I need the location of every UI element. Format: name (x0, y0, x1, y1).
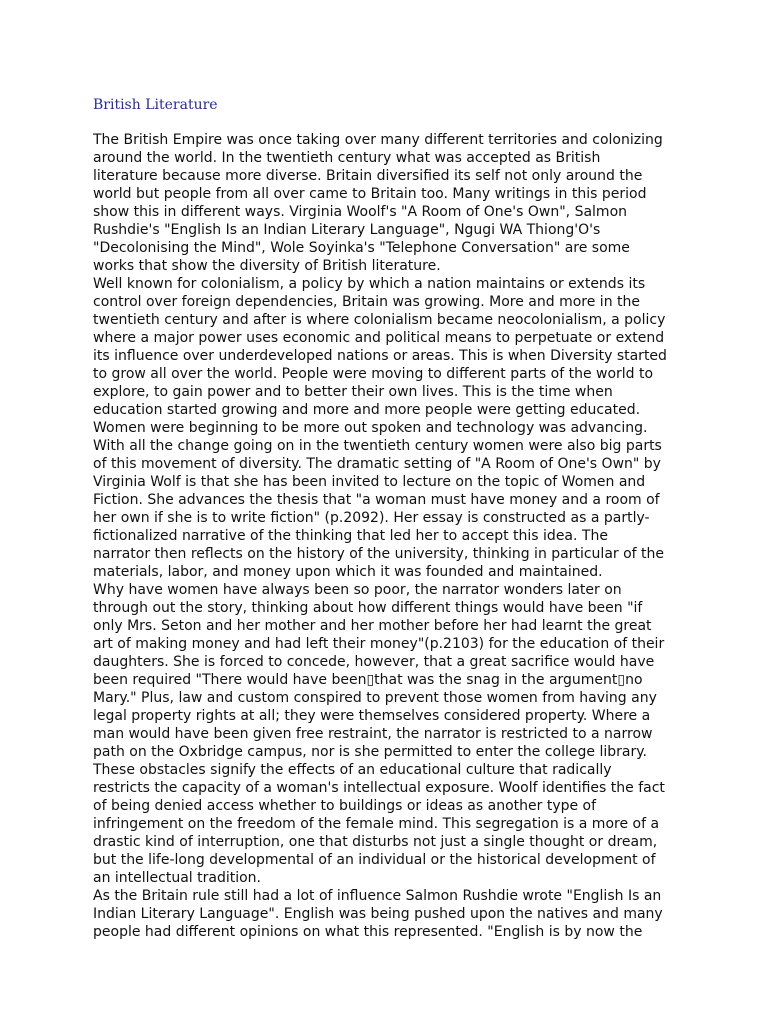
text-line: world but people from all over came to Britain too. Many writings in this period (93, 186, 647, 202)
text-line: to grow all over the world. People were moving to different parts of the world to (93, 366, 654, 382)
text-line: control over foreign dependencies, Britain was growing. More and more in the (93, 294, 640, 310)
text-line: but the life-long developmental of an individual or the historical development of (93, 852, 656, 868)
text-line: daughters. She is forced to concede, however, that a great sacrifice would have (93, 654, 655, 670)
text-line: Rushdie's "English Is an Indian Literary Language", Ngugi WA Thiong'O's (93, 222, 601, 238)
text-line: Indian Literary Language". English was being pushed upon the natives and many (93, 906, 663, 922)
text-line: show this in different ways. Virginia Woolf's "A Room of One's Own", Salmon (93, 204, 628, 220)
text-line: only Mrs. Seton and her mother and her mother before her had learnt the great (93, 618, 652, 634)
text-line: explore, to gain power and to better their own lives. This is the time when (93, 384, 613, 400)
text-line: path on the Oxbridge campus, nor is she permitted to enter the college library. (93, 744, 647, 760)
text-line: With all the change going on in the twentieth century women were also big parts (93, 438, 662, 454)
text-line: where a major power uses economic and political means to perpetuate or extend (93, 330, 665, 346)
text-line: Women were beginning to be more out spoken and technology was advancing. (93, 420, 648, 436)
text-line: education started growing and more and more people were getting educated. (93, 402, 641, 418)
text-line: Fiction. She advances the thesis that "a woman must have money and a room of (93, 492, 660, 508)
text-line: its influence over underdeveloped nations or areas. This is when Diversity started (93, 348, 667, 364)
text-line: legal property rights at all; they were themselves considered property. Where a (93, 708, 651, 724)
text-line: The British Empire was once taking over many different territories and colonizing (93, 132, 663, 148)
text-line: Well known for colonialism, a policy by which a nation maintains or extends its (93, 276, 646, 292)
text-line: infringement on the freedom of the female mind. This segregation is a more of a (93, 816, 660, 832)
document-title: British Literature (93, 97, 218, 113)
text-line: of being denied access whether to buildings or ideas as another type of (93, 798, 597, 814)
text-line: around the world. In the twentieth century what was accepted as British (93, 150, 601, 166)
text-line: an intellectual tradition. (93, 870, 262, 886)
text-line: been required "There would have been▯that was the snag in the argument▯no (93, 672, 643, 688)
text-line: "Decolonising the Mind", Wole Soyinka's "Telephone Conversation" are some (93, 240, 630, 256)
text-line: fictionalized narrative of the thinking that led her to accept this idea. The (93, 528, 608, 544)
text-line: through out the story, thinking about how different things would have been "if (93, 600, 643, 616)
text-line: twentieth century and after is where colonialism became neocolonialism, a policy (93, 312, 666, 328)
text-line: art of making money and had left their money"(p.2103) for the education of their (93, 636, 665, 652)
text-line: her own if she is to write fiction" (p.2092). Her essay is constructed as a partly- (93, 510, 650, 526)
text-line: Why have women have always been so poor, the narrator wonders later on (93, 582, 622, 598)
text-line: literature because more diverse. Britain diversified its self not only around the (93, 168, 643, 184)
text-line: Mary." Plus, law and custom conspired to prevent those women from having any (93, 690, 657, 706)
text-line: people had different opinions on what this represented. "English is by now the (93, 924, 643, 940)
document-body (93, 131, 683, 941)
text-line: works that show the diversity of British literature. (93, 258, 441, 274)
text-line: These obstacles signify the effects of an educational culture that radically (93, 762, 612, 778)
text-line: As the Britain rule still had a lot of influence Salmon Rushdie wrote "English Is an (93, 888, 662, 904)
text-line: materials, labor, and money upon which it was founded and maintained. (93, 564, 603, 580)
text-line: drastic kind of interruption, one that disturbs not just a single thought or dream, (93, 834, 658, 850)
text-line: man would have been given free restraint, the narrator is restricted to a narrow (93, 726, 653, 742)
text-line: restricts the capacity of a woman's intellectual exposure. Woolf identifies the fact (93, 780, 665, 796)
text-line: Virginia Wolf is that she has been invited to lecture on the topic of Women and (93, 474, 646, 490)
text-line: of this movement of diversity. The dramatic setting of "A Room of One's Own" by (93, 456, 661, 472)
text-line: narrator then reflects on the history of the university, thinking in particular of the (93, 546, 665, 562)
